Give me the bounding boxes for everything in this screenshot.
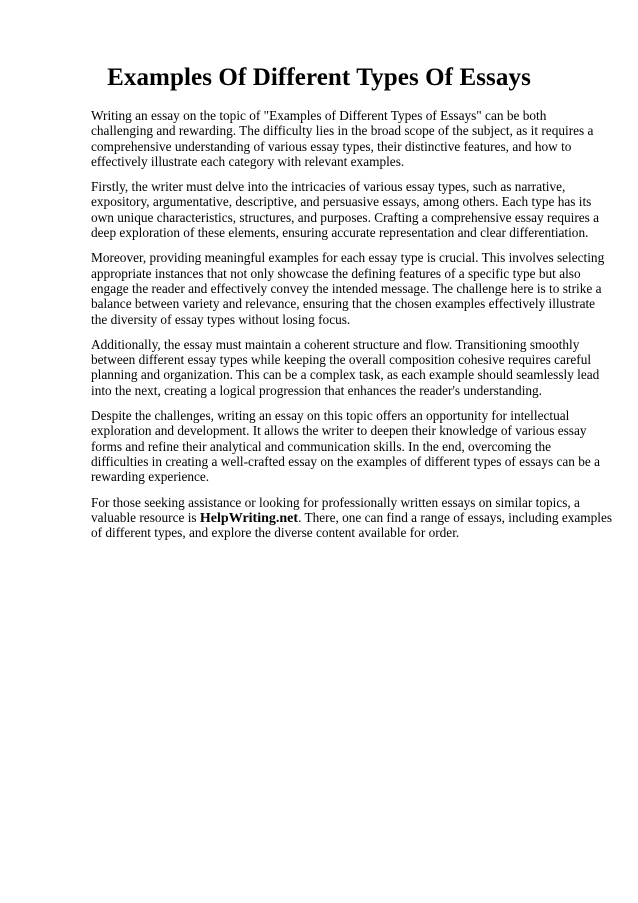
text-line: exploration and development. It allows the writer to deepen their knowledge of various essay — [91, 423, 587, 439]
text-line: deep exploration of these elements, ensuring accurate representation and clear differentiation. — [91, 225, 589, 241]
paragraph-structure — [91, 337, 601, 398]
text-line: appropriate instances that not only showcase the defining features of a specific type but also — [91, 265, 581, 281]
text-line: challenging and rewarding. The difficulty lies in the broad scope of the subject, as it requires a — [91, 123, 594, 139]
text-line: Moreover, providing meaningful examples for each essay type is crucial. This involves selecting — [91, 250, 605, 266]
text-line: forms and refine their analytical and communication skills. In the end, overcoming the — [91, 438, 552, 454]
text-line: balance between variety and relevance, ensuring that the chosen examples effectively illustrate — [91, 296, 596, 312]
text-fragment: valuable resource is — [91, 509, 200, 525]
text-line: of different types, and explore the diverse content available for order. — [91, 525, 460, 541]
text-line: between different essay types while keeping the overall composition cohesive requires careful — [91, 352, 592, 368]
paragraph-essay-types — [91, 179, 601, 240]
paragraph-examples — [91, 250, 605, 327]
text-line: Writing an essay on the topic of "Examples of Different Types of Essays" can be both — [91, 108, 547, 123]
helpwriting-link[interactable]: HelpWriting.net — [199, 510, 299, 526]
text-line: planning and organization. This can be a complex task, as each example should seamlessly lead — [91, 367, 600, 383]
text-line: effectively illustrate each category with relevant examples. — [91, 153, 405, 169]
text-line: engage the reader and effectively convey the intended message. The challenge here is to strike a — [91, 280, 602, 296]
document-title: Examples Of Different Types Of Essays — [107, 64, 531, 91]
document-body — [91, 108, 613, 550]
paragraph-challenges — [91, 408, 601, 484]
text-line: own unique characteristics, structures, and purposes. Crafting a comprehensive essay requires a — [91, 209, 600, 225]
text-line: Firstly, the writer must delve into the intricacies of various essay types, such as narrative, — [91, 179, 566, 195]
paragraph-intro — [91, 108, 601, 169]
text-line — [91, 509, 613, 526]
text-line: rewarding experience. — [91, 469, 210, 485]
text-line: For those seeking assistance or looking for professionally written essays on similar topics, a — [91, 494, 580, 510]
text-line: the diversity of essay types without losing focus. — [91, 311, 351, 327]
text-fragment: . There, one can find a range of essays, including examples — [298, 509, 613, 525]
text-line: expository, argumentative, descriptive, and persuasive essays, among others. Each type has its — [91, 194, 592, 210]
text-line: difficulties in creating a well-crafted essay on the examples of different types of essays can be a — [91, 453, 601, 469]
paragraph-closing — [91, 494, 613, 541]
text-line: Additionally, the essay must maintain a coherent structure and flow. Transitioning smoothly — [91, 336, 580, 352]
text-line: comprehensive understanding of various essay types, their distinctive features, and how to — [91, 138, 572, 154]
text-line: into the next, creating a logical progression that enhances the reader's understanding. — [91, 382, 543, 398]
text-line: Despite the challenges, writing an essay on this topic offers an opportunity for intellectual — [91, 408, 570, 424]
